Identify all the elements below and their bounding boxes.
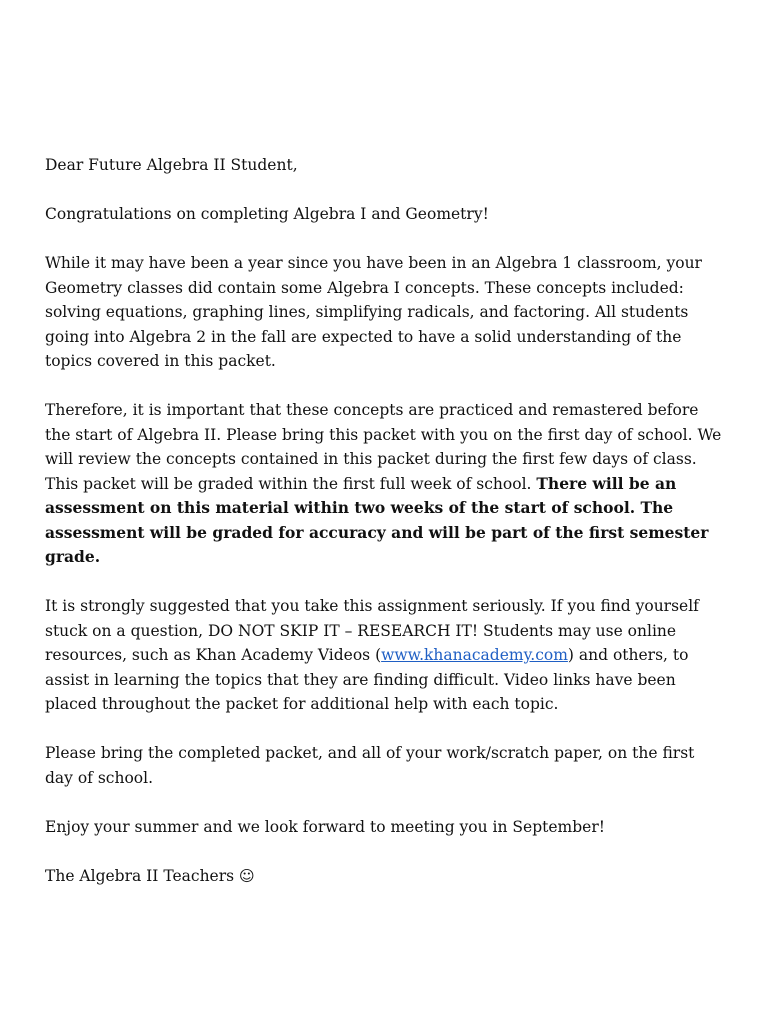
resources-paragraph: [45, 594, 725, 717]
khan-academy-link[interactable]: www.khanacademy.com: [381, 646, 568, 664]
signature: [45, 864, 725, 889]
intro-paragraph: While it may have been a year since you have been in an Algebra 1 classroom, your Geometry classes did contain some Algebra I concepts. These concepts included: solving equations, graphing lines, simplifying radicals, and factoring. All students going into Algebra 2 in the fall are expected to have a solid understanding of the topics covered in this packet.: [45, 254, 702, 370]
smiley-icon: ☺: [239, 866, 255, 885]
closing-paragraph: Enjoy your summer and we look forward to meeting you in September!: [45, 817, 605, 836]
instructions-paragraph: [45, 398, 725, 570]
greeting: Dear Future Algebra II Student,: [45, 156, 298, 174]
instructions-text: Therefore, it is important that these concepts are practiced and remastered before the start of Algebra II. Please bring this packet with you on the first day of school. We will review the concepts contained in this packet during the first few days of class. This packet will be graded within the first full week of school.: [45, 401, 722, 493]
bring-packet-paragraph: Please bring the completed packet, and all of your work/scratch paper, on the first day of school.: [45, 744, 695, 787]
letter-body: [45, 153, 725, 913]
assessment-notice: There will be an assessment on this material within two weeks of the start of school. The assessment will be graded for accuracy and will be part of the first semester grade.: [45, 473, 709, 566]
congratulations-line: Congratulations on completing Algebra I and Geometry!: [45, 205, 489, 223]
resources-text-end: ) and others, to assist in learning the topics that they are finding difficult. Video links have been placed throughout the packet for additional help with each topic.: [45, 646, 689, 713]
signoff-text: The Algebra II Teachers: [45, 866, 235, 885]
resources-text-start: It is strongly suggested that you take this assignment seriously. If you find yourself stuck on a question, DO NOT SKIP IT – RESEARCH IT! Students may use online resources, such as Khan Academy Videos (: [45, 597, 699, 664]
